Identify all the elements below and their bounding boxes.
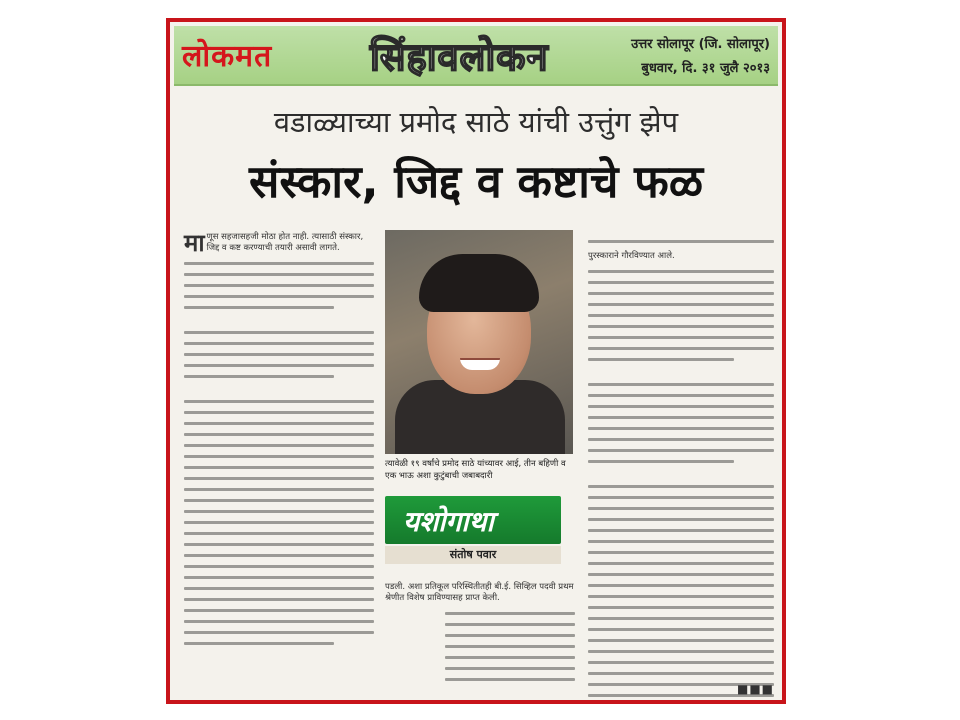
text-line: [184, 331, 374, 334]
text-line: [588, 562, 774, 565]
tagline-banner: [385, 496, 561, 544]
text-line: [184, 262, 374, 265]
headline: संस्कार, जिद्द व कष्टाचे फळ: [248, 155, 704, 208]
text-line: [184, 342, 374, 345]
text-line: [588, 240, 774, 243]
byline: संतोष पवार: [385, 546, 561, 564]
text-line: [588, 617, 774, 620]
text-line: [445, 612, 575, 615]
text-line: [184, 375, 334, 378]
text-line: [588, 460, 734, 463]
text-line: [588, 405, 774, 408]
text-line: [588, 606, 774, 609]
text-line: [445, 623, 575, 626]
text-line: [184, 477, 374, 480]
text-line: [184, 510, 374, 513]
text-line: [588, 383, 774, 386]
text-line: [184, 642, 334, 645]
text-line: [184, 554, 374, 557]
text-line: [588, 438, 774, 441]
text-line: [184, 532, 374, 535]
text-line: [588, 584, 774, 587]
text-line: [445, 667, 575, 670]
text-line: [588, 281, 774, 284]
text-line: [588, 496, 774, 499]
text-line: [445, 656, 575, 659]
text-line: [588, 518, 774, 521]
text-line: [184, 411, 374, 414]
text-line: [184, 499, 374, 502]
text-line: [184, 565, 374, 568]
text-line: [184, 422, 374, 425]
edition-date: बुधवार, दि. ३१ जुलै २०१३: [641, 61, 770, 76]
portrait-smile: [460, 358, 500, 370]
column-1-lead: [184, 229, 374, 257]
article-column-1: [184, 229, 374, 653]
text-line: [184, 273, 374, 276]
column-1-text: णूस सहजासहजी मोठा होत नाही. त्यासाठी संस्कार, जिद्द व कष्ट करण्याची तयारी असावी लागते.: [206, 232, 364, 253]
text-line: [588, 347, 774, 350]
tagline: यशोगाथा: [403, 505, 494, 538]
end-mark: ■■■: [736, 682, 774, 696]
text-line: [588, 661, 774, 664]
text-line: [184, 598, 374, 601]
text-line: [184, 576, 374, 579]
photo-caption: त्यावेळी १९ वर्षांचे प्रमोद साठे यांच्यावर आई, तीन बहिणी व एक भाऊ अशा कुटुंबाची जबाबदारी: [385, 459, 566, 481]
text-line: [588, 336, 774, 339]
text-line: [445, 645, 575, 648]
text-line: [184, 466, 374, 469]
text-line: [184, 620, 374, 623]
article-column-2: [385, 582, 575, 689]
text-line: [184, 306, 334, 309]
text-line: [184, 433, 374, 436]
text-line: [588, 551, 774, 554]
text-line: [588, 595, 774, 598]
newspaper-logo: लोकमत: [182, 39, 273, 74]
text-line: [588, 325, 774, 328]
text-line: [184, 284, 374, 287]
dropcap: मा: [184, 229, 205, 257]
text-line: [588, 358, 734, 361]
text-line: [588, 529, 774, 532]
text-line: [588, 449, 774, 452]
text-line: [445, 678, 575, 681]
text-line: [588, 427, 774, 430]
text-line: [184, 444, 374, 447]
text-line: [445, 634, 575, 637]
text-line: [184, 521, 374, 524]
text-line: [184, 587, 374, 590]
text-line: [588, 650, 774, 653]
portrait-hair: [419, 254, 539, 312]
edition-place: उत्तर सोलापूर (जि. सोलापूर): [631, 37, 770, 52]
section-title: सिंहावलोकन: [370, 35, 549, 79]
text-line: [588, 270, 774, 273]
masthead: [174, 26, 778, 86]
subheadline: वडाळ्याच्या प्रमोद साठे यांची उत्तुंग झेप: [273, 105, 679, 139]
clipping-frame: [166, 18, 786, 704]
text-line: [588, 394, 774, 397]
text-line: [184, 543, 374, 546]
text-line: [588, 639, 774, 642]
column-3-lead: पुरस्काराने गौरविण्यात आले.: [588, 251, 675, 261]
text-line: [588, 485, 774, 488]
text-line: [184, 353, 374, 356]
text-line: [588, 314, 774, 317]
text-line: [184, 609, 374, 612]
text-line: [184, 455, 374, 458]
text-line: [588, 416, 774, 419]
portrait-photo: [385, 230, 573, 454]
text-line: [588, 303, 774, 306]
column-2-text: पडली. अशा प्रतिकूल परिस्थितीतही बी.ई. सिव्हिल पदवी प्रथम श्रेणीत विशेष प्राविण्यासह प्राप्त केली.: [385, 582, 574, 603]
text-line: [588, 292, 774, 295]
text-line: [184, 631, 374, 634]
text-line: [588, 507, 774, 510]
text-line: [588, 672, 774, 675]
text-line: [184, 488, 374, 491]
text-line: [588, 540, 774, 543]
text-line: [588, 573, 774, 576]
text-line: [184, 364, 374, 367]
article-column-3: [588, 232, 774, 704]
text-line: [588, 628, 774, 631]
text-line: [184, 295, 374, 298]
text-line: [184, 400, 374, 403]
